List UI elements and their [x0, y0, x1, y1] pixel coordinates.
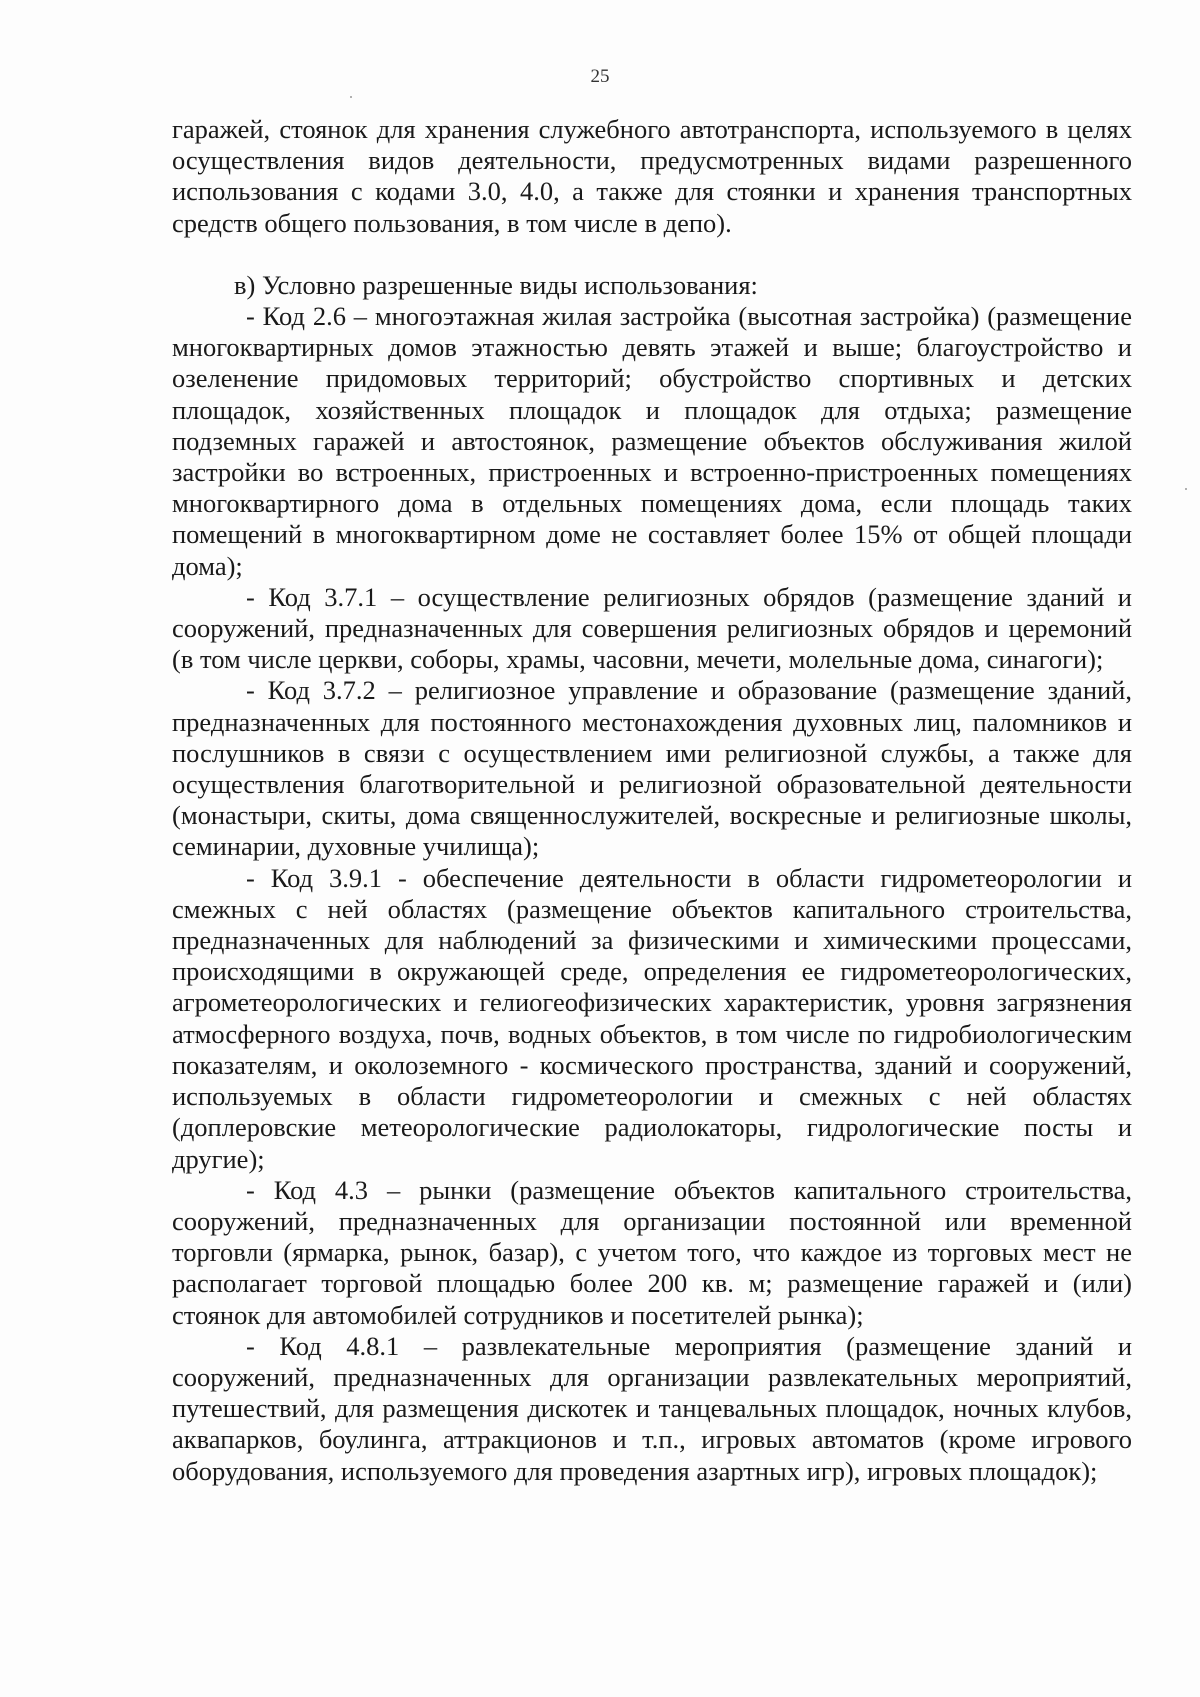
paragraph-continuation: гаражей, стоянок для хранения служебного автотранспорта, используемого в целях осуществления видов деятельности, предусмотренных видами разрешенного использования с кодами 3.0, 4.0, а также для стоянки и хранения транспортных средств общего пользования, в том числе в депо). — [172, 114, 1132, 238]
list-item-code-3-9-1: - Код 3.9.1 - обеспечение деятельности в области гидрометеорологии и смежных с ней областях (размещение объектов капитального строительства, предназначенных для наблюдений за физическими и химическими процессами, происходящими в окружающей среде, определения ее гидрометеорологических, агрометеорологических и гелиогеофизических характеристик, уровня загрязнения атмосферного воздуха, почв, водных объектов, в том числе по гидробиологическим показателям, и околоземного - космического пространства, зданий и сооружений, используемых в области гидрометеорологии и смежных с ней областях (доплеровские метеорологические радиолокаторы, гидрологические посты и другие); — [172, 862, 1132, 1174]
list-item-code-4-8-1: - Код 4.8.1 – развлекательные мероприятия (размещение зданий и сооружений, предназначенных для организации развлекательных мероприятий, путешествий, для размещения дискотек и танцевальных площадок, ночных клубов, аквапарков, боулинга, аттракционов и т.п., игровых автоматов (кроме игрового оборудования, используемого для проведения азартных игр), игровых площадок); — [172, 1330, 1132, 1486]
list-item-code-2-6: - Код 2.6 – многоэтажная жилая застройка (высотная застройка) (размещение многоквартирных домов этажностью девять этажей и выше; благоустройство и озеленение придомовых территорий; обустройство спортивных и детских площадок, хозяйственных площадок и площадок для отдыха; размещение подземных гаражей и автостоянок, размещение объектов обслуживания жилой застройки во встроенных, пристроенных и встроенно-пристроенных помещениях многоквартирного дома в отдельных помещениях дома, если площадь таких помещений в многоквартирном доме не составляет более 15% от общей площади дома); — [172, 301, 1132, 581]
page-number: 25 — [590, 66, 610, 87]
list-item-code-3-7-2: - Код 3.7.2 – религиозное управление и образование (размещение зданий, предназначенных для постоянного местонахождения духовных лиц, паломников и послушников в связи с осуществлением ими религиозной службы, а также для осуществления благотворительной и религиозной образовательной деятельности (монастыри, скиты, дома священнослужителей, воскресные и религиозные школы, семинарии, духовные училища); — [172, 675, 1132, 862]
list-item-code-3-7-1: - Код 3.7.1 – осуществление религиозных обрядов (размещение зданий и сооружений, предназначенных для совершения религиозных обрядов и церемоний (в том числе церкви, соборы, храмы, часовни, мечети, молельные дома, синагоги); — [172, 581, 1132, 675]
scan-artifact — [1185, 488, 1187, 490]
scan-artifact — [350, 96, 352, 98]
document-body — [172, 114, 1132, 1487]
section-heading: в) Условно разрешенные виды использования: — [234, 269, 758, 300]
list-item-code-4-3: - Код 4.3 – рынки (размещение объектов капитального строительства, сооружений, предназначенных для организации постоянной или временной торговли (ярмарка, рынок, базар), с учетом того, что каждое из торговых мест не располагает торговой площадью более 200 кв. м; размещение гаражей и (или) стоянок для автомобилей сотрудников и посетителей рынка); — [172, 1174, 1132, 1330]
